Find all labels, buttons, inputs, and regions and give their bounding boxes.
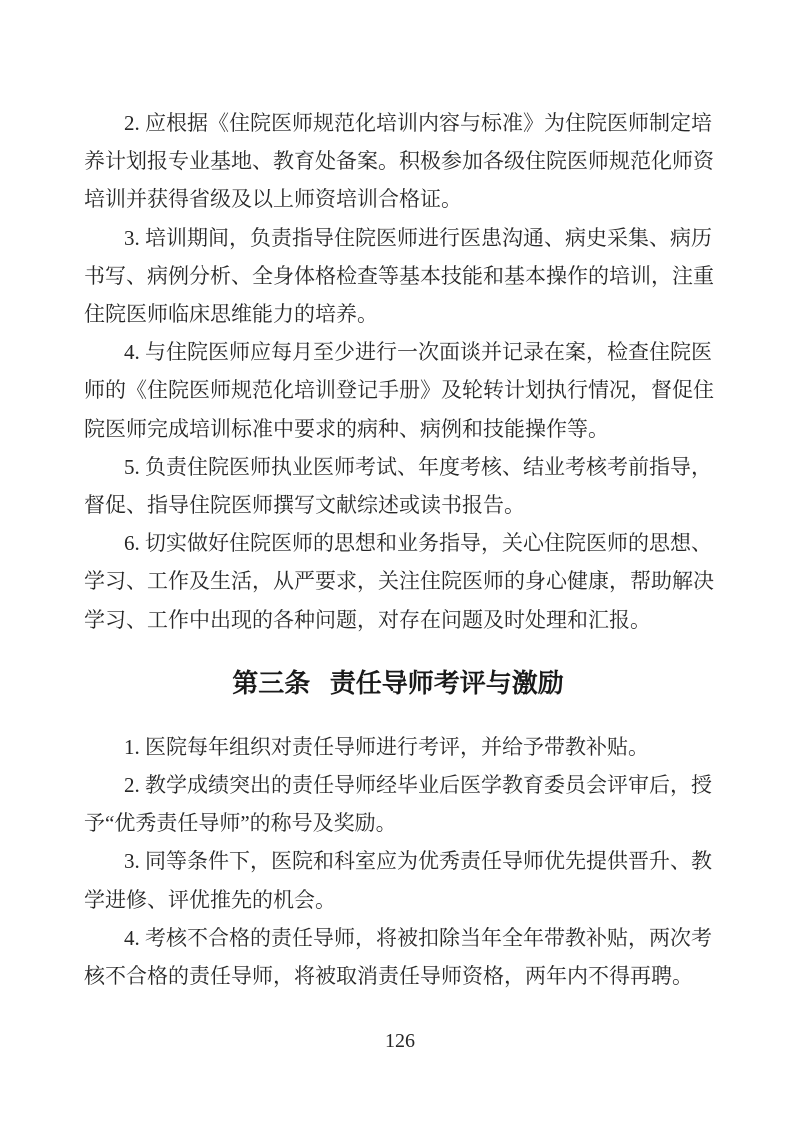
paragraph <box>84 333 712 448</box>
page-footer <box>0 1031 800 1051</box>
text-line: 院医师完成培训标准中要求的病种、病例和技能操作等。 <box>84 416 609 441</box>
text-line: 核不合格的责任导师，将被取消责任导师资格，两年内不得再聘。 <box>84 964 693 989</box>
text-line: 5. 负责住院医师执业医师考试、年度考核、结业考核考前指导， <box>124 454 712 479</box>
section-heading-title: 责任导师考评与激励 <box>329 667 564 698</box>
text-line: 督促、指导住院医师撰写文献综述或读书报告。 <box>84 493 525 518</box>
text-line: 予“优秀责任导师”的称号及奖励。 <box>84 811 397 836</box>
text-line: 4. 与住院医师应每月至少进行一次面谈并记录在案，检查住院医 <box>124 340 712 365</box>
text-line: 3. 培训期间，负责指导住院医师进行医患沟通、病史采集、病历 <box>124 225 712 250</box>
page-content <box>84 104 712 995</box>
paragraph <box>84 104 712 219</box>
paragraph <box>84 219 712 334</box>
page-number: 126 <box>385 1030 415 1052</box>
paragraph <box>84 842 712 918</box>
text-line: 学习、工作中出现的各种问题，对存在问题及时处理和汇报。 <box>84 607 651 632</box>
text-line: 1. 医院每年组织对责任导师进行考评，并给予带教补贴。 <box>124 734 649 759</box>
section-heading-number: 第三条 <box>232 667 311 698</box>
paragraph <box>84 728 712 766</box>
paragraph <box>84 448 712 524</box>
text-line: 培训并获得省级及以上师资培训合格证。 <box>84 187 462 212</box>
text-line: 4. 考核不合格的责任导师，将被扣除当年全年带教补贴，两次考 <box>124 925 712 950</box>
paragraph <box>84 766 712 842</box>
paragraph <box>84 524 712 639</box>
section-heading <box>84 668 712 698</box>
text-line: 3. 同等条件下，医院和科室应为优秀责任导师优先提供晋升、教 <box>124 849 712 874</box>
text-line: 养计划报专业基地、教育处备案。积极参加各级住院医师规范化师资 <box>84 149 714 174</box>
text-line: 师的《住院医师规范化培训登记手册》及轮转计划执行情况，督促住 <box>84 378 714 403</box>
text-line: 学进修、评优推先的机会。 <box>84 887 336 912</box>
text-line: 学习、工作及生活，从严要求，关注住院医师的身心健康，帮助解决 <box>84 569 714 594</box>
paragraph <box>84 919 712 995</box>
text-line: 2. 教学成绩突出的责任导师经毕业后医学教育委员会评审后，授 <box>124 773 712 798</box>
text-line: 2. 应根据《住院医师规范化培训内容与标准》为住院医师制定培 <box>124 111 712 135</box>
text-line: 书写、病例分析、全身体格检查等基本技能和基本操作的培训，注重 <box>84 263 714 288</box>
text-line: 住院医师临床思维能力的培养。 <box>84 302 378 327</box>
text-line: 6. 切实做好住院医师的思想和业务指导，关心住院医师的思想、 <box>124 531 712 556</box>
